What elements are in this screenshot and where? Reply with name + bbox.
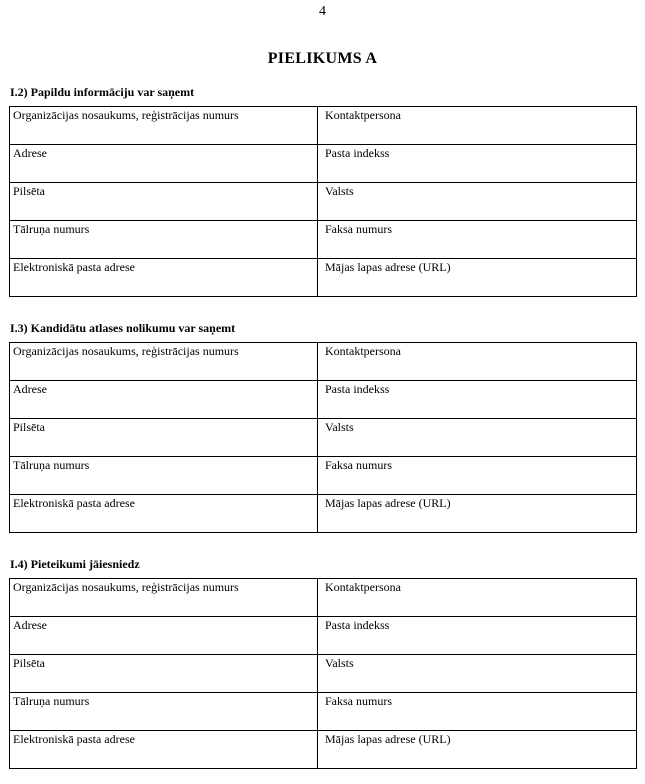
fax-field[interactable]: Faksa numurs bbox=[318, 457, 637, 495]
email-field[interactable]: Elektroniskā pasta adrese bbox=[10, 259, 318, 297]
organization-field[interactable]: Organizācijas nosaukums, reģistrācijas numurs bbox=[10, 343, 318, 381]
address-field[interactable]: Adrese bbox=[10, 145, 318, 183]
table-row bbox=[10, 457, 637, 495]
section-heading-i4: I.4) Pieteikumi jāiesniedz bbox=[10, 557, 140, 571]
organization-field[interactable]: Organizācijas nosaukums, reģistrācijas numurs bbox=[10, 579, 318, 617]
table-row bbox=[10, 617, 637, 655]
table-row bbox=[10, 655, 637, 693]
table-row bbox=[10, 381, 637, 419]
country-field[interactable]: Valsts bbox=[318, 419, 637, 457]
website-url-field[interactable]: Mājas lapas adrese (URL) bbox=[318, 259, 637, 297]
postal-code-field[interactable]: Pasta indekss bbox=[318, 617, 637, 655]
website-url-field[interactable]: Mājas lapas adrese (URL) bbox=[318, 495, 637, 533]
page-number: 4 bbox=[319, 4, 326, 19]
organization-field[interactable]: Organizācijas nosaukums, reģistrācijas numurs bbox=[10, 107, 318, 145]
fax-field[interactable]: Faksa numurs bbox=[318, 221, 637, 259]
table-row bbox=[10, 731, 637, 769]
table-row bbox=[10, 183, 637, 221]
website-url-field[interactable]: Mājas lapas adrese (URL) bbox=[318, 731, 637, 769]
table-row bbox=[10, 579, 637, 617]
city-field[interactable]: Pilsēta bbox=[10, 655, 318, 693]
contact-table-i2 bbox=[9, 106, 637, 297]
annex-title: PIELIKUMS A bbox=[267, 50, 378, 67]
table-row bbox=[10, 343, 637, 381]
table-row bbox=[10, 221, 637, 259]
postal-code-field[interactable]: Pasta indekss bbox=[318, 145, 637, 183]
phone-field[interactable]: Tālruņa numurs bbox=[10, 457, 318, 495]
contact-person-field[interactable]: Kontaktpersona bbox=[318, 343, 637, 381]
email-field[interactable]: Elektroniskā pasta adrese bbox=[10, 495, 318, 533]
fax-field[interactable]: Faksa numurs bbox=[318, 693, 637, 731]
contact-table-i4 bbox=[9, 578, 637, 769]
city-field[interactable]: Pilsēta bbox=[10, 183, 318, 221]
table-row bbox=[10, 495, 637, 533]
address-field[interactable]: Adrese bbox=[10, 617, 318, 655]
phone-field[interactable]: Tālruņa numurs bbox=[10, 221, 318, 259]
contact-table-i3 bbox=[9, 342, 637, 533]
table-row bbox=[10, 107, 637, 145]
contact-person-field[interactable]: Kontaktpersona bbox=[318, 107, 637, 145]
country-field[interactable]: Valsts bbox=[318, 655, 637, 693]
section-heading-i3: I.3) Kandidātu atlases nolikumu var saņemt bbox=[10, 321, 236, 335]
phone-field[interactable]: Tālruņa numurs bbox=[10, 693, 318, 731]
address-field[interactable]: Adrese bbox=[10, 381, 318, 419]
contact-person-field[interactable]: Kontaktpersona bbox=[318, 579, 637, 617]
country-field[interactable]: Valsts bbox=[318, 183, 637, 221]
table-row bbox=[10, 145, 637, 183]
city-field[interactable]: Pilsēta bbox=[10, 419, 318, 457]
table-row bbox=[10, 693, 637, 731]
section-heading-i2: I.2) Papildu informāciju var saņemt bbox=[10, 85, 195, 99]
table-row bbox=[10, 259, 637, 297]
table-row bbox=[10, 419, 637, 457]
postal-code-field[interactable]: Pasta indekss bbox=[318, 381, 637, 419]
email-field[interactable]: Elektroniskā pasta adrese bbox=[10, 731, 318, 769]
